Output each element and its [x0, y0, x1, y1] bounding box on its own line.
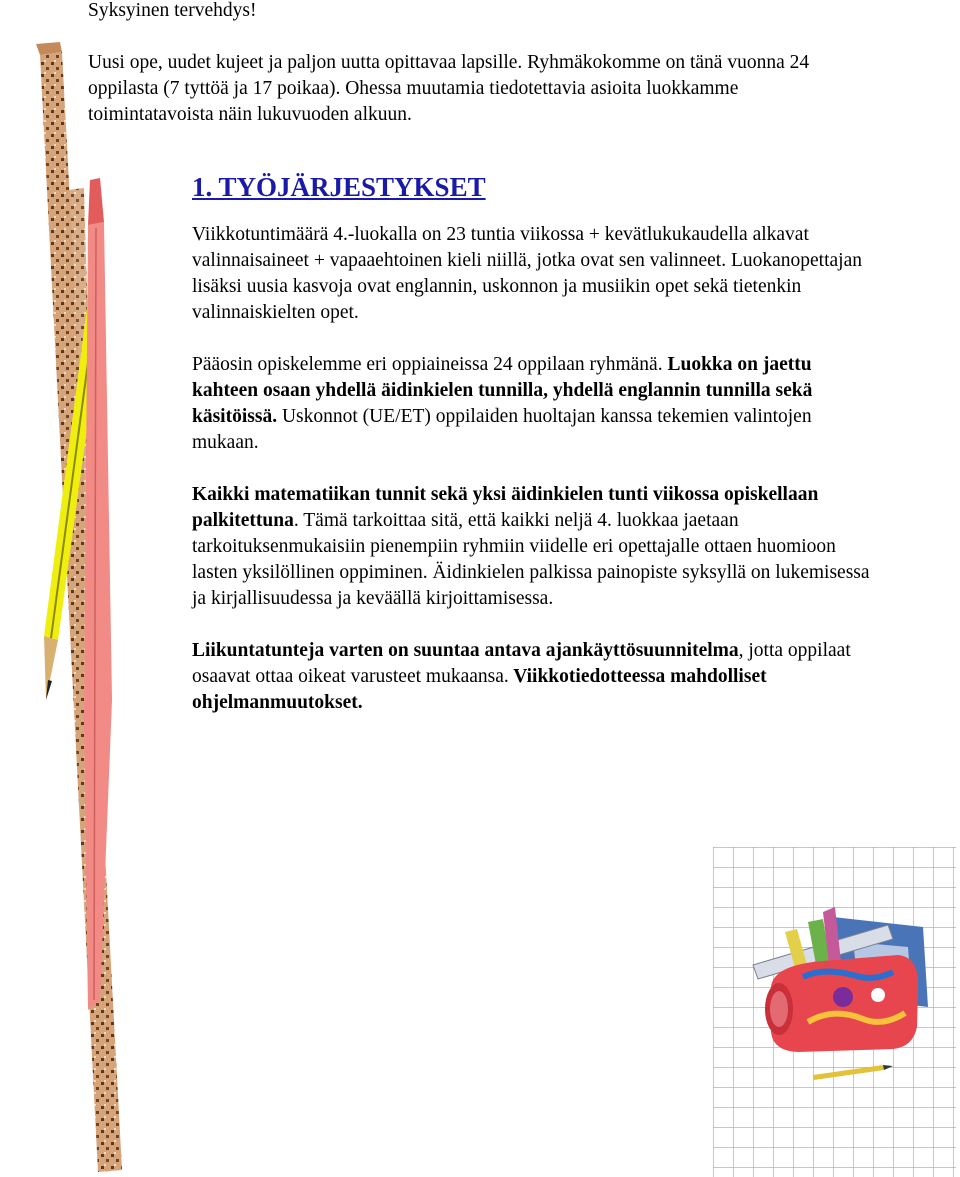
section-heading: 1. TYÖJÄRJESTYKSET — [192, 172, 486, 202]
section-tyojarjestykset — [192, 170, 882, 742]
paragraph-viikkotunnit: Viikkotuntimäärä 4.-luokalla on 23 tuntia viikossa + kevätlukukaudella alkavat valinnaisaineet + vapaaehtoinen kieli niillä, jotka ovat sen valinneet. Luokanopettajan lisäksi uusia kasvoja ovat englannin, uskonnon ja musiikin opet sekä tietenkin valinnaiskielten opet. — [192, 224, 862, 323]
intro-paragraph: Uusi ope, uudet kujeet ja paljon uutta opittavaa lapsille. Ryhmäkokomme on tänä vuonna 24 oppilasta (7 tyttöä ja 17 poikaa). Ohessa muutamia tiedotettavia asioita luokkamme toimintatavoista näin lukuvuoden alkuun. — [88, 52, 810, 125]
paragraph-ryhmat-text-1: Pääosin opiskelemme eri oppiaineissa 24 oppilaan ryhmänä. — [192, 354, 663, 375]
paragraph-ryhmat-text-2: Uskonnot (UE/ET) oppilaiden huoltajan kanssa tekemien valintojen mukaan. — [192, 406, 812, 453]
paragraph-palkit — [192, 482, 882, 612]
paragraph-liikunta-bold-1: Liikuntatunteja varten on suuntaa antava ajankäyttösuunnitelma — [192, 640, 739, 661]
paragraph-liikunta-bold-2: Viikkotiedotteessa mahdolliset ohjelmanmuutokset. — [192, 666, 767, 713]
paragraph-palkit-bold: Kaikki matematiikan tunnit sekä yksi äidinkielen tunti viikossa opiskellaan palkitettuna — [192, 484, 819, 531]
paragraph-liikunta — [192, 638, 882, 716]
pencil-case-illustration — [713, 847, 956, 1177]
paragraph-liikunta-text: , jotta oppilaat osaavat ottaa oikeat varusteet mukaansa. — [192, 640, 851, 687]
pencils-decoration — [0, 0, 150, 1177]
paragraph-ryhmat-bold: Luokka on jaettu kahteen osaan yhdellä äidinkielen tunnilla, yhdellä englannin tunnilla sekä käsitöissä. — [192, 354, 813, 427]
paragraph-ryhmat — [192, 352, 882, 456]
paragraph-palkit-text: . Tämä tarkoittaa sitä, että kaikki neljä 4. luokkaa jaetaan tarkoituksenmukaisiin pienempiin ryhmiin viidelle eri opettajalle ottaen huomioon lasten yksilöllinen oppiminen. Äidinkielen palkissa painopiste syksyllä on lukemisessa ja kirjallisuudessa ja keväällä kirjoittamisessa. — [192, 510, 870, 609]
greeting: Syksyinen tervehdys! — [88, 0, 257, 21]
